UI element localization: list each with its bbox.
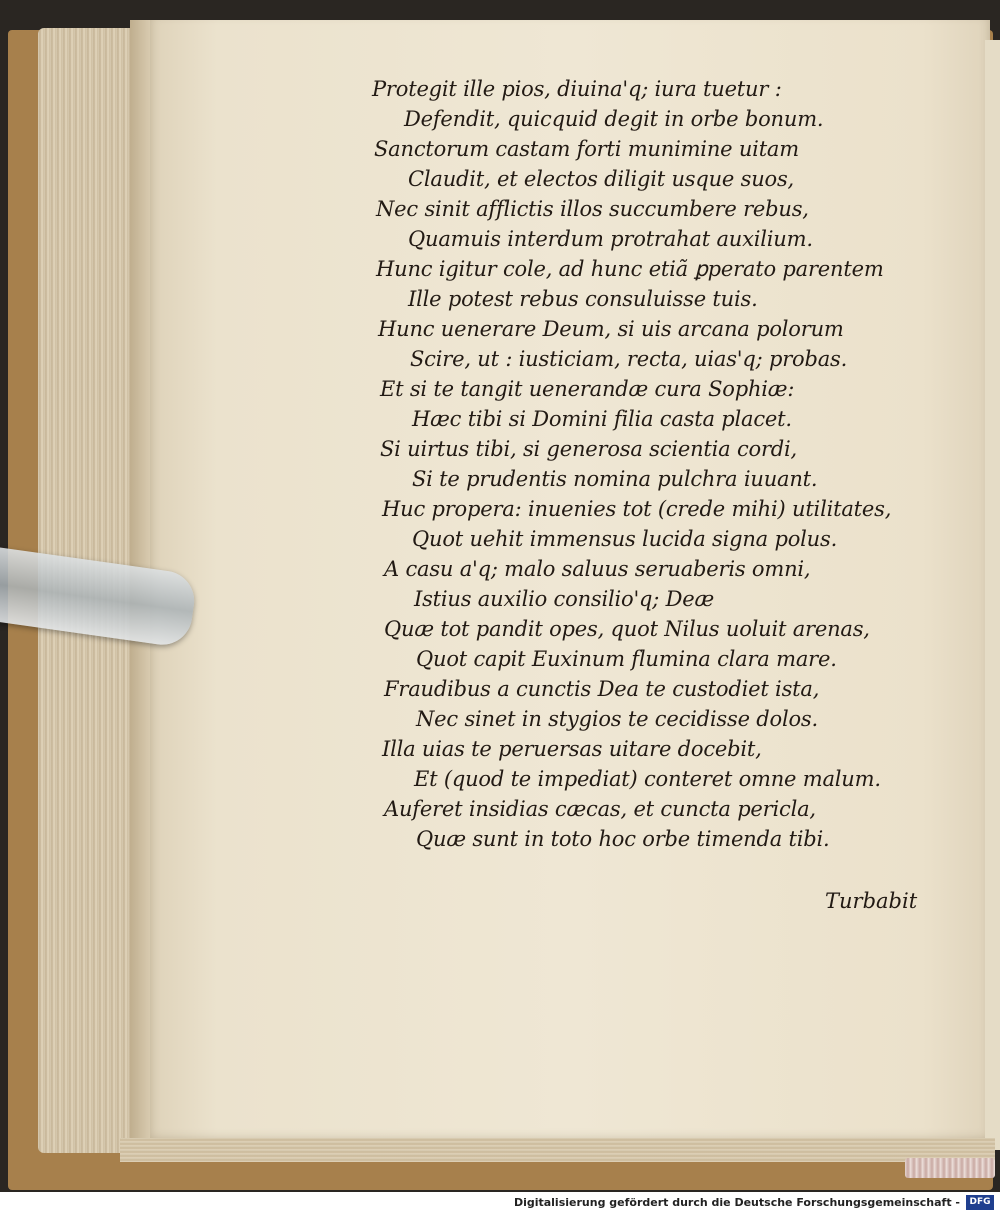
catchword: Turbabit — [825, 889, 918, 913]
verse-line: Hunc uenerare Deum, si uis arcana polorum — [378, 317, 844, 341]
verse-line: Quot uehit immensus lucida signa polus. — [412, 527, 838, 551]
verse-line: Si te prudentis nomina pulchra iuuant. — [412, 467, 818, 491]
verse-line: Defendit, quicquid degit in orbe bonum. — [404, 107, 824, 131]
verse-line: Scire, ut : iusticiam, recta, uias'q; probas. — [410, 347, 848, 371]
verse-line: Quæ sunt in toto hoc orbe timenda tibi. — [416, 827, 830, 851]
verse-line: Et (quod te impediat) conteret omne malum. — [414, 767, 881, 791]
footer-credit: Digitalisierung gefördert durch die Deutsche Forschungsgemeinschaft - — [513, 1196, 960, 1209]
verse-line: Istius auxilio consilio'q; Deæ — [414, 587, 715, 611]
next-page-sliver — [985, 40, 1000, 1150]
bottom-page-edges — [120, 1138, 995, 1162]
verse-line: Huc propera: inuenies tot (crede mihi) utilitates, — [382, 497, 892, 521]
dfg-logo-icon: DFG — [966, 1195, 994, 1210]
verse-line: Sanctorum castam forti munimine uitam — [374, 137, 799, 161]
verse-line: Fraudibus a cunctis Dea te custodiet ista, — [384, 677, 820, 701]
verse-line: Nec sinet in stygios te cecidisse dolos. — [416, 707, 818, 731]
verse-line: Quamuis interdum protrahat auxilium. — [408, 227, 813, 251]
footer-bar — [0, 1192, 1000, 1215]
bookmark-ribbon — [905, 1158, 995, 1178]
verse-line: Auferet insidias cæcas, et cuncta pericla, — [384, 797, 816, 821]
verse-line: A casu a'q; malo saluus seruaberis omni, — [384, 557, 811, 581]
verse-line: Si uirtus tibi, si generosa scientia cordi, — [380, 437, 798, 461]
verse-line: Hunc igitur cole, ad hunc etiã ꝑperato parentem — [376, 257, 884, 281]
verse-line: Ille potest rebus consuluisse tuis. — [408, 287, 758, 311]
verse-line: Et si te tangit uenerandæ cura Sophiæ: — [380, 377, 795, 401]
verse-line: Hæc tibi si Domini filia casta placet. — [412, 407, 792, 431]
verse-line: Quæ tot pandit opes, quot Nilus uoluit arenas, — [384, 617, 870, 641]
verse-line: Claudit, et electos diligit usque suos, — [408, 167, 795, 191]
verse-line: Illa uias te peruersas uitare docebit, — [382, 737, 762, 761]
verse-line: Quot capit Euxinum flumina clara mare. — [416, 647, 837, 671]
verse-line: Protegit ille pios, diuina'q; iura tuetur : — [372, 77, 782, 101]
verse-line: Nec sinit afflictis illos succumbere rebus, — [376, 197, 809, 221]
